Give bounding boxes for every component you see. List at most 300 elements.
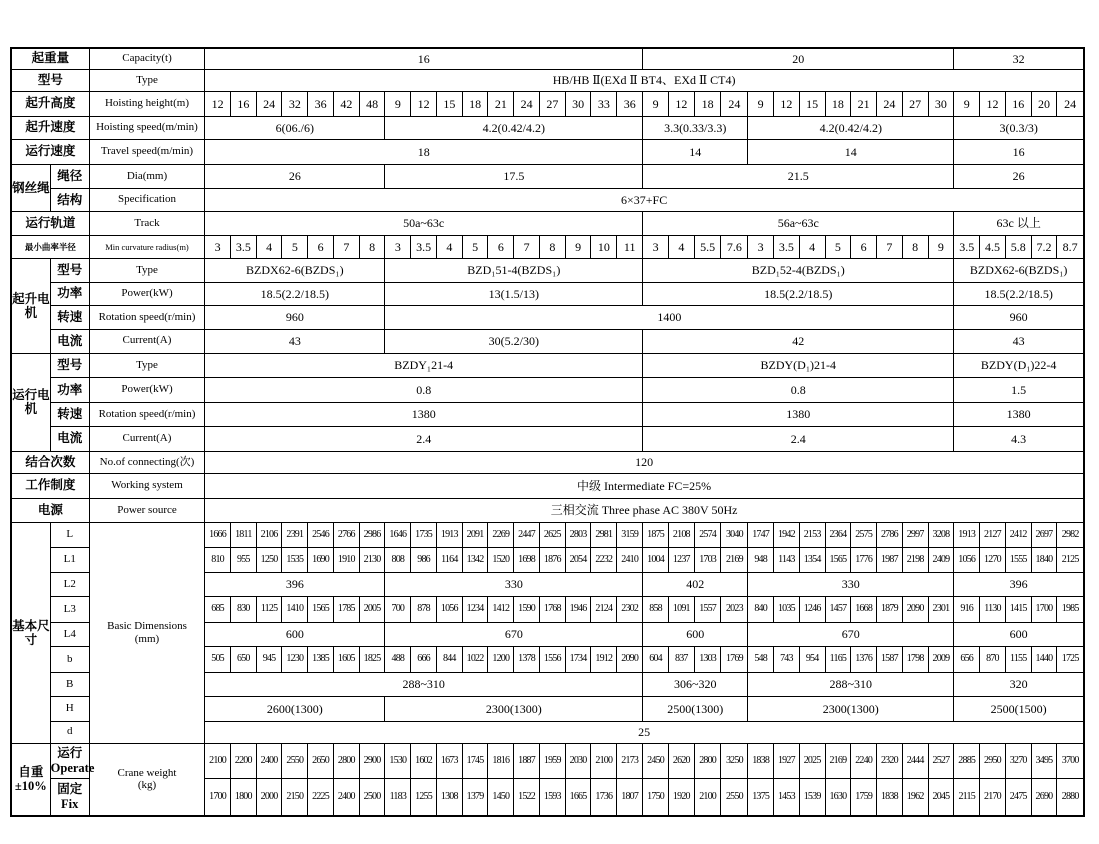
travel-motor-type-1: BZDY₁21-4 (205, 353, 643, 377)
rope-dia-label-en: Dia(mm) (89, 164, 204, 188)
travel-motor-rotation-label-en: Rotation speed(r/min) (89, 402, 204, 426)
row-power-source (11, 498, 1084, 522)
hoist-motor-current-label-en: Current(A) (89, 329, 204, 353)
dim-l-23: 1942 (774, 523, 800, 548)
hoisting-height-22: 9 (748, 92, 774, 116)
dim-l-22: 1747 (748, 523, 774, 548)
working-label-en: Working system (89, 474, 204, 498)
connecting-label-en: No.of connecting(次) (89, 451, 204, 473)
hoisting-height-28: 27 (902, 92, 928, 116)
dim-l3-6: 1785 (333, 597, 359, 622)
basic-dimensions-label-zh (11, 523, 50, 744)
weight-fix-15: 1665 (565, 778, 591, 816)
hoist-motor-type-label-en: Type (89, 259, 204, 282)
dim-b-upper-1: 288~310 (205, 672, 643, 696)
dim-l3-8: 700 (385, 597, 411, 622)
row-hoist-motor-type (11, 259, 1084, 282)
hoist-motor-power-label-en: Power(kW) (89, 282, 204, 305)
hoisting-height-18: 9 (643, 92, 669, 116)
dim-l3-5: 1565 (308, 597, 334, 622)
dim-l-8: 1646 (385, 523, 411, 548)
min-radius-11: 5 (462, 235, 488, 258)
dim-label-b: B (50, 672, 89, 696)
dim-b-19: 837 (668, 647, 694, 672)
hoisting-height-27: 24 (877, 92, 903, 116)
min-radius-16: 10 (591, 235, 617, 258)
hoisting-height-1: 12 (205, 92, 231, 116)
hoisting-height-14: 27 (539, 92, 565, 116)
dim-l-1: 1666 (205, 523, 231, 548)
row-hoist-motor-current (11, 329, 1084, 353)
hoisting-height-10: 15 (436, 92, 462, 116)
dim-l1-15: 2054 (565, 548, 591, 572)
hoist-motor-power-3: 18.5(2.2/18.5) (643, 282, 954, 305)
dim-l4-5: 600 (954, 622, 1084, 646)
dim-l1-27: 1987 (877, 548, 903, 572)
dim-b-30: 656 (954, 647, 980, 672)
hoist-motor-power-1: 18.5(2.2/18.5) (205, 282, 385, 305)
dim-l1-12: 1520 (488, 548, 514, 572)
dim-l1-30: 1056 (954, 548, 980, 572)
travel-motor-label-line-1: 运行电机 (12, 387, 50, 417)
dim-l3-1: 685 (205, 597, 231, 622)
min-radius-9: 3.5 (411, 235, 437, 258)
min-radius-17: 11 (617, 235, 643, 258)
dim-l-18: 1875 (643, 523, 669, 548)
dim-l-27: 2786 (877, 523, 903, 548)
dim-l-13: 2447 (514, 523, 540, 548)
weight-label-en-line-1: Crane weight (117, 766, 177, 779)
dim-l3-18: 858 (643, 597, 669, 622)
dim-l1-6: 1910 (333, 548, 359, 572)
min-radius-13: 7 (514, 235, 540, 258)
dim-b-11: 1022 (462, 647, 488, 672)
dim-l3-2: 830 (230, 597, 256, 622)
weight-fix-29: 2045 (928, 778, 954, 816)
hoist-motor-type-label-zh: 型号 (50, 259, 89, 282)
dim-l1-22: 948 (748, 548, 774, 572)
dim-l4-2: 670 (385, 622, 643, 646)
dim-l1-8: 808 (385, 548, 411, 572)
dim-label-l2: L2 (50, 572, 89, 596)
dim-l1-16: 2232 (591, 548, 617, 572)
dim-b-20: 1303 (694, 647, 721, 672)
weight-operate-4: 2550 (282, 743, 308, 778)
weight-operate-label-line-2: Operate (50, 760, 95, 775)
weight-operate-27: 2320 (877, 743, 903, 778)
dim-l-16: 2981 (591, 523, 617, 548)
working-label-zh: 工作制度 (11, 474, 89, 498)
min-radius-21: 7.6 (721, 235, 748, 258)
dim-b-34: 1725 (1057, 647, 1084, 672)
dim-h-4: 2300(1300) (748, 697, 954, 721)
hoist-motor-rotation-label-zh: 转速 (50, 306, 89, 329)
hoisting-height-23: 12 (774, 92, 800, 116)
weight-fix-16: 1736 (591, 778, 617, 816)
dim-l3-29: 2301 (928, 597, 954, 622)
hoist-motor-current-label-zh: 电流 (50, 329, 89, 353)
dim-l-25: 2364 (825, 523, 851, 548)
weight-operate-17: 2173 (617, 743, 643, 778)
dim-h-1: 2600(1300) (205, 697, 385, 721)
weight-label-zh-line-2: ±10% (14, 779, 47, 794)
hoisting-height-9: 12 (411, 92, 437, 116)
weight-fix-28: 1962 (902, 778, 928, 816)
hoisting-height-21: 24 (721, 92, 748, 116)
dim-l3-11: 1234 (462, 597, 488, 622)
dim-l3-24: 1246 (799, 597, 825, 622)
travel-speed-2: 14 (643, 140, 748, 164)
weight-fix-30: 2115 (954, 778, 980, 816)
travel-motor-current-label-en: Current(A) (89, 427, 204, 451)
hoisting-speed-label-en: Hoisting speed(m/min) (89, 116, 204, 139)
power-source-label-zh: 电源 (11, 498, 89, 522)
weight-operate-label (50, 743, 95, 778)
hoisting-speed-4: 4.2(0.42/4.2) (748, 116, 954, 139)
dim-l-9: 1735 (411, 523, 437, 548)
weight-operate-16: 2100 (591, 743, 617, 778)
dim-l3-27: 1879 (877, 597, 903, 622)
travel-motor-current-3: 4.3 (954, 427, 1084, 451)
min-radius-24: 4 (799, 235, 825, 258)
dim-l-11: 2091 (462, 523, 488, 548)
dim-b-24: 954 (799, 647, 825, 672)
min-radius-27: 7 (877, 235, 903, 258)
min-radius-8: 3 (385, 235, 411, 258)
dim-l1-9: 986 (411, 548, 437, 572)
dim-label-d: d (50, 721, 89, 743)
hoist-motor-rotation-2: 1400 (385, 306, 954, 329)
dim-l1-3: 1250 (256, 548, 282, 572)
hoist-motor-type-2: BZD₁51-4(BZDS₁) (385, 259, 643, 282)
weight-fix-8: 1183 (385, 778, 411, 816)
weight-operate-18: 2450 (643, 743, 669, 778)
dim-b-28: 1798 (902, 647, 928, 672)
row-hoisting-height (11, 92, 1084, 116)
dim-b-9: 666 (411, 647, 437, 672)
min-radius-25: 5 (825, 235, 851, 258)
weight-operate-10: 1673 (436, 743, 462, 778)
dim-b-22: 548 (748, 647, 774, 672)
weight-operate-label-line-1: 运行 (57, 746, 83, 761)
weight-label-en-line-2: (kg) (137, 779, 157, 792)
hoisting-height-label-en: Hoisting height(m) (89, 92, 204, 116)
dim-l3-9: 878 (411, 597, 437, 622)
weight-operate-33: 3495 (1031, 743, 1057, 778)
travel-motor-power-label-zh: 功率 (50, 378, 89, 402)
min-radius-3: 4 (256, 235, 282, 258)
weight-fix-6: 2400 (333, 778, 359, 816)
dim-l1-31: 1270 (980, 548, 1006, 572)
rope-dia-2: 17.5 (385, 164, 643, 188)
hoist-motor-type-4: BZDX62-6(BZDS₁) (954, 259, 1084, 282)
dim-l1-7: 2130 (359, 548, 385, 572)
dim-l1-23: 1143 (774, 548, 800, 572)
rope-spec-label-en: Specification (89, 189, 204, 212)
hoisting-speed-1: 6(06./6) (205, 116, 385, 139)
dim-b-31: 870 (980, 647, 1006, 672)
hoisting-height-2: 16 (230, 92, 256, 116)
capacity-value-1: 16 (205, 48, 643, 69)
row-rope-spec (11, 189, 1084, 212)
dim-b-33: 1440 (1031, 647, 1057, 672)
dim-b-10: 844 (436, 647, 462, 672)
row-travel-speed (11, 140, 1084, 164)
row-travel-motor-type (11, 353, 1084, 377)
dim-l-28: 2997 (902, 523, 928, 548)
dim-b-17: 2090 (617, 647, 643, 672)
min-radius-10: 4 (436, 235, 462, 258)
dim-l1-21: 2169 (721, 548, 748, 572)
dim-b-upper-3: 288~310 (748, 672, 954, 696)
min-radius-28: 8 (902, 235, 928, 258)
dim-l3-10: 1056 (436, 597, 462, 622)
weight-fix-31: 2170 (980, 778, 1006, 816)
dim-l3-7: 2005 (359, 597, 385, 622)
weight-operate-20: 2800 (694, 743, 721, 778)
dim-l1-34: 2125 (1057, 548, 1084, 572)
weight-operate-22: 1838 (748, 743, 774, 778)
hoisting-height-8: 9 (385, 92, 411, 116)
dim-l1-17: 2410 (617, 548, 643, 572)
dim-l3-17: 2302 (617, 597, 643, 622)
rope-dia-label-zh: 绳径 (50, 164, 89, 188)
weight-label-en (89, 743, 204, 816)
dim-b-21: 1769 (721, 647, 748, 672)
weight-fix-9: 1255 (411, 778, 437, 816)
dim-l-3: 2106 (256, 523, 282, 548)
row-hoisting-speed (11, 116, 1084, 139)
dim-l-6: 2766 (333, 523, 359, 548)
dim-l-12: 2269 (488, 523, 514, 548)
travel-motor-current-label-zh: 电流 (50, 427, 89, 451)
hoist-motor-label (11, 259, 50, 354)
weight-fix-5: 2225 (308, 778, 334, 816)
travel-motor-power-3: 1.5 (954, 378, 1084, 402)
track-label-en: Track (89, 212, 204, 235)
dim-l3-12: 1412 (488, 597, 514, 622)
dim-label-h: H (50, 697, 89, 721)
travel-motor-rotation-3: 1380 (954, 402, 1084, 426)
dim-l3-4: 1410 (282, 597, 308, 622)
min-radius-6: 7 (333, 235, 359, 258)
travel-motor-rotation-label-zh: 转速 (50, 402, 89, 426)
hoisting-height-13: 24 (514, 92, 540, 116)
dim-l3-28: 2090 (902, 597, 928, 622)
dim-l3-19: 1091 (668, 597, 694, 622)
dim-b-8: 488 (385, 647, 411, 672)
dim-l1-5: 1690 (308, 548, 334, 572)
travel-motor-power-1: 0.8 (205, 378, 643, 402)
dim-b-25: 1165 (825, 647, 851, 672)
hoisting-height-20: 18 (694, 92, 721, 116)
hoisting-height-33: 20 (1031, 92, 1057, 116)
weight-fix-23: 1453 (774, 778, 800, 816)
dim-b-4: 1230 (282, 647, 308, 672)
weight-fix-11: 1379 (462, 778, 488, 816)
dim-l3-21: 2023 (721, 597, 748, 622)
row-min-radius (11, 235, 1084, 258)
weight-fix-3: 2000 (256, 778, 282, 816)
weight-operate-15: 2030 (565, 743, 591, 778)
row-weight-operate (11, 743, 1084, 778)
hoisting-height-31: 12 (980, 92, 1006, 116)
weight-fix-label-line-2: Fix (61, 796, 79, 811)
weight-operate-24: 2025 (799, 743, 825, 778)
hoist-motor-rotation-3: 960 (954, 306, 1084, 329)
row-working (11, 474, 1084, 498)
weight-fix-12: 1450 (488, 778, 514, 816)
travel-motor-type-2: BZDY(D₁)21-4 (643, 353, 954, 377)
travel-motor-current-2: 2.4 (643, 427, 954, 451)
hoisting-height-17: 36 (617, 92, 643, 116)
travel-speed-1: 18 (205, 140, 643, 164)
travel-motor-rotation-2: 1380 (643, 402, 954, 426)
capacity-value-2: 20 (643, 48, 954, 69)
min-radius-22: 3 (748, 235, 774, 258)
dim-l3-31: 1130 (980, 597, 1006, 622)
dim-b-27: 1587 (877, 647, 903, 672)
dim-b-32: 1155 (1005, 647, 1031, 672)
row-rope-dia (11, 164, 1084, 188)
min-radius-label-zh: 最小曲率半径 (11, 235, 89, 258)
dim-l1-28: 2198 (902, 548, 928, 572)
min-radius-34: 8.7 (1057, 235, 1084, 258)
weight-operate-5: 2650 (308, 743, 334, 778)
dim-l3-15: 1946 (565, 597, 591, 622)
travel-motor-power-2: 0.8 (643, 378, 954, 402)
min-radius-1: 3 (205, 235, 231, 258)
dim-l-29: 3208 (928, 523, 954, 548)
dim-l2-4: 330 (748, 572, 954, 596)
dim-b-5: 1385 (308, 647, 334, 672)
weight-fix-26: 1759 (851, 778, 877, 816)
track-value-1: 50a~63c (205, 212, 643, 235)
weight-fix-27: 1838 (877, 778, 903, 816)
weight-fix-10: 1308 (436, 778, 462, 816)
min-radius-29: 9 (928, 235, 954, 258)
dim-l-4: 2391 (282, 523, 308, 548)
weight-operate-21: 3250 (721, 743, 748, 778)
dim-label-b: b (50, 647, 89, 672)
weight-operate-6: 2800 (333, 743, 359, 778)
dim-b-13: 1378 (514, 647, 540, 672)
dim-l1-18: 1004 (643, 548, 669, 572)
travel-motor-type-3: BZDY(D₁)22-4 (954, 353, 1084, 377)
dim-l-21: 3040 (721, 523, 748, 548)
hoisting-height-19: 12 (668, 92, 694, 116)
travel-motor-label (11, 353, 50, 451)
row-track (11, 212, 1084, 235)
row-capacity (11, 48, 1084, 69)
dim-l1-19: 1237 (668, 548, 694, 572)
hoist-motor-power-4: 18.5(2.2/18.5) (954, 282, 1084, 305)
weight-fix-13: 1522 (514, 778, 540, 816)
weight-fix-18: 1750 (643, 778, 669, 816)
dim-label-l: L (50, 523, 89, 548)
dim-l1-10: 1164 (436, 548, 462, 572)
hoisting-height-16: 33 (591, 92, 617, 116)
weight-fix-2: 1800 (230, 778, 256, 816)
hoist-motor-label-line-1: 起升电机 (12, 291, 50, 321)
dim-l-26: 2575 (851, 523, 877, 548)
min-radius-14: 8 (539, 235, 565, 258)
dim-l-7: 2986 (359, 523, 385, 548)
row-hoist-motor-power (11, 282, 1084, 305)
weight-fix-25: 1630 (825, 778, 851, 816)
dim-b-2: 650 (230, 647, 256, 672)
specification-table (10, 47, 1085, 817)
weight-operate-3: 2400 (256, 743, 282, 778)
type-label-zh: 型号 (11, 69, 89, 91)
hoist-motor-rotation-1: 960 (205, 306, 385, 329)
dim-l1-11: 1342 (462, 548, 488, 572)
row-travel-motor-rotation (11, 402, 1084, 426)
dim-l2-5: 396 (954, 572, 1084, 596)
hoisting-height-24: 15 (799, 92, 825, 116)
weight-label-zh-line-1: 自重 (18, 765, 44, 780)
weight-fix-19: 1920 (668, 778, 694, 816)
min-radius-23: 3.5 (774, 235, 800, 258)
dim-l-5: 2546 (308, 523, 334, 548)
dim-b-26: 1376 (851, 647, 877, 672)
weight-operate-19: 2620 (668, 743, 694, 778)
dim-l1-1: 810 (205, 548, 231, 572)
hoist-motor-current-2: 30(5.2/30) (385, 329, 643, 353)
dim-label-l3: L3 (50, 597, 89, 622)
weight-operate-12: 1816 (488, 743, 514, 778)
dim-l1-29: 2409 (928, 548, 954, 572)
power-source-value: 三相交流 Three phase AC 380V 50Hz (205, 498, 1084, 522)
weight-fix-33: 2690 (1031, 778, 1057, 816)
dim-l-30: 1913 (954, 523, 980, 548)
hoisting-speed-2: 4.2(0.42/4.2) (385, 116, 643, 139)
hoist-motor-power-2: 13(1.5/13) (385, 282, 643, 305)
min-radius-31: 4.5 (980, 235, 1006, 258)
hoist-motor-type-3: BZD₁52-4(BZDS₁) (643, 259, 954, 282)
weight-operate-1: 2100 (205, 743, 231, 778)
working-value: 中级 Intermediate FC=25% (205, 474, 1084, 498)
dim-l3-25: 1457 (825, 597, 851, 622)
travel-speed-label-en: Travel speed(m/min) (89, 140, 204, 164)
dim-b-6: 1605 (333, 647, 359, 672)
dim-l1-20: 1703 (694, 548, 721, 572)
dim-l1-26: 1776 (851, 548, 877, 572)
dim-l3-32: 1415 (1005, 597, 1031, 622)
dim-b-23: 743 (774, 647, 800, 672)
min-radius-33: 7.2 (1031, 235, 1057, 258)
weight-operate-34: 3700 (1057, 743, 1084, 778)
rope-spec-value: 6×37+FC (205, 189, 1084, 212)
dim-l1-24: 1354 (799, 548, 825, 572)
travel-motor-type-label-zh: 型号 (50, 353, 89, 377)
dim-b-3: 945 (256, 647, 282, 672)
min-radius-30: 3.5 (954, 235, 980, 258)
capacity-value-3: 32 (954, 48, 1084, 69)
hoisting-height-29: 30 (928, 92, 954, 116)
weight-fix-24: 1539 (799, 778, 825, 816)
hoisting-height-12: 21 (488, 92, 514, 116)
hoist-motor-type-1: BZDX62-6(BZDS₁) (205, 259, 385, 282)
row-travel-motor-power (11, 378, 1084, 402)
dim-b-7: 1825 (359, 647, 385, 672)
dim-l1-2: 955 (230, 548, 256, 572)
dim-l-34: 2982 (1057, 523, 1084, 548)
dim-l-15: 2803 (565, 523, 591, 548)
hoisting-height-15: 30 (565, 92, 591, 116)
dim-d-value: 25 (205, 721, 1084, 743)
basic-dimensions-label-en-line-2: (mm) (134, 632, 160, 645)
